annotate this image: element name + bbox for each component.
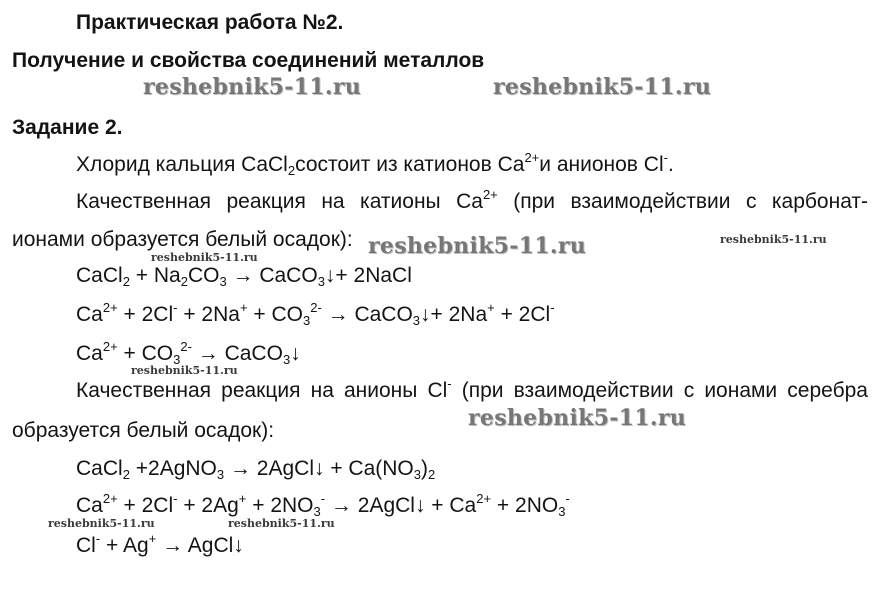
equation-short-ionic-silver: Cl- + Ag+ → AgCl↓ bbox=[76, 531, 244, 557]
watermark-7: reshebnik5-11.ru bbox=[468, 405, 687, 431]
paragraph-anion-reaction-line2: образуется белый осадок): bbox=[12, 419, 275, 442]
task-heading: Задание 2. bbox=[12, 116, 123, 139]
equation-short-ionic-carbonate: $Ca^{2+} + CO_3^{2-}$ → CaCO$_3$↓ bbox=[76, 339, 301, 367]
watermark-9: reshebnik5-11.ru bbox=[228, 517, 335, 530]
paragraph-cation-reaction-line2: ионами образуется белый осадок): bbox=[12, 228, 353, 251]
watermark-3: reshebnik5-11.ru bbox=[368, 233, 587, 259]
paragraph-cation-reaction-line1: Качественная реакция на катионы $Ca^{2+}$ (при взаимодействии с карбонат- bbox=[76, 187, 869, 213]
equation-full-ionic-silver: $Ca^{2+} + 2Cl^- + 2Ag^+ + 2NO_3^-$ → 2AgCl↓ + $Ca^{2+} + 2NO_3^-$ bbox=[76, 491, 570, 519]
paragraph-anion-reaction-line1: Качественная реакция на анионы Cl- (при взаимодействии с ионами серебра bbox=[76, 376, 868, 402]
equation-full-ionic-carbonate: $Ca^{2+} + 2Cl^- + 2Na^+ + CO_3^{2-}$ → CaCO$_3$↓+ 2Na+ + 2Cl- bbox=[76, 300, 555, 328]
page-title: Практическая работа №2. bbox=[76, 11, 344, 34]
watermark-4: reshebnik5-11.ru bbox=[720, 233, 827, 246]
watermark-8: reshebnik5-11.ru bbox=[48, 517, 155, 530]
watermark-6: reshebnik5-11.ru bbox=[131, 364, 238, 377]
paragraph-calcium-chloride: Хлорид кальция CaCl$_2$состоит из катионов $Ca^{2+}и$ анионов Cl-. bbox=[76, 150, 674, 178]
watermark-1: reshebnik5-11.ru bbox=[143, 74, 362, 100]
equation-molecular-carbonate: CaCl$_2$ + $Na_2CO_3$ → CaCO$_3$↓+ 2NaCl bbox=[76, 264, 412, 289]
watermark-2: reshebnik5-11.ru bbox=[493, 74, 712, 100]
watermark-5: reshebnik5-11.ru bbox=[151, 251, 258, 264]
equation-molecular-silver: CaCl$_2$ +2AgNO$_3$ → 2AgCl↓ + $Ca(NO_3)_2$ bbox=[76, 457, 436, 482]
page-subtitle: Получение и свойства соединений металлов bbox=[12, 49, 485, 72]
